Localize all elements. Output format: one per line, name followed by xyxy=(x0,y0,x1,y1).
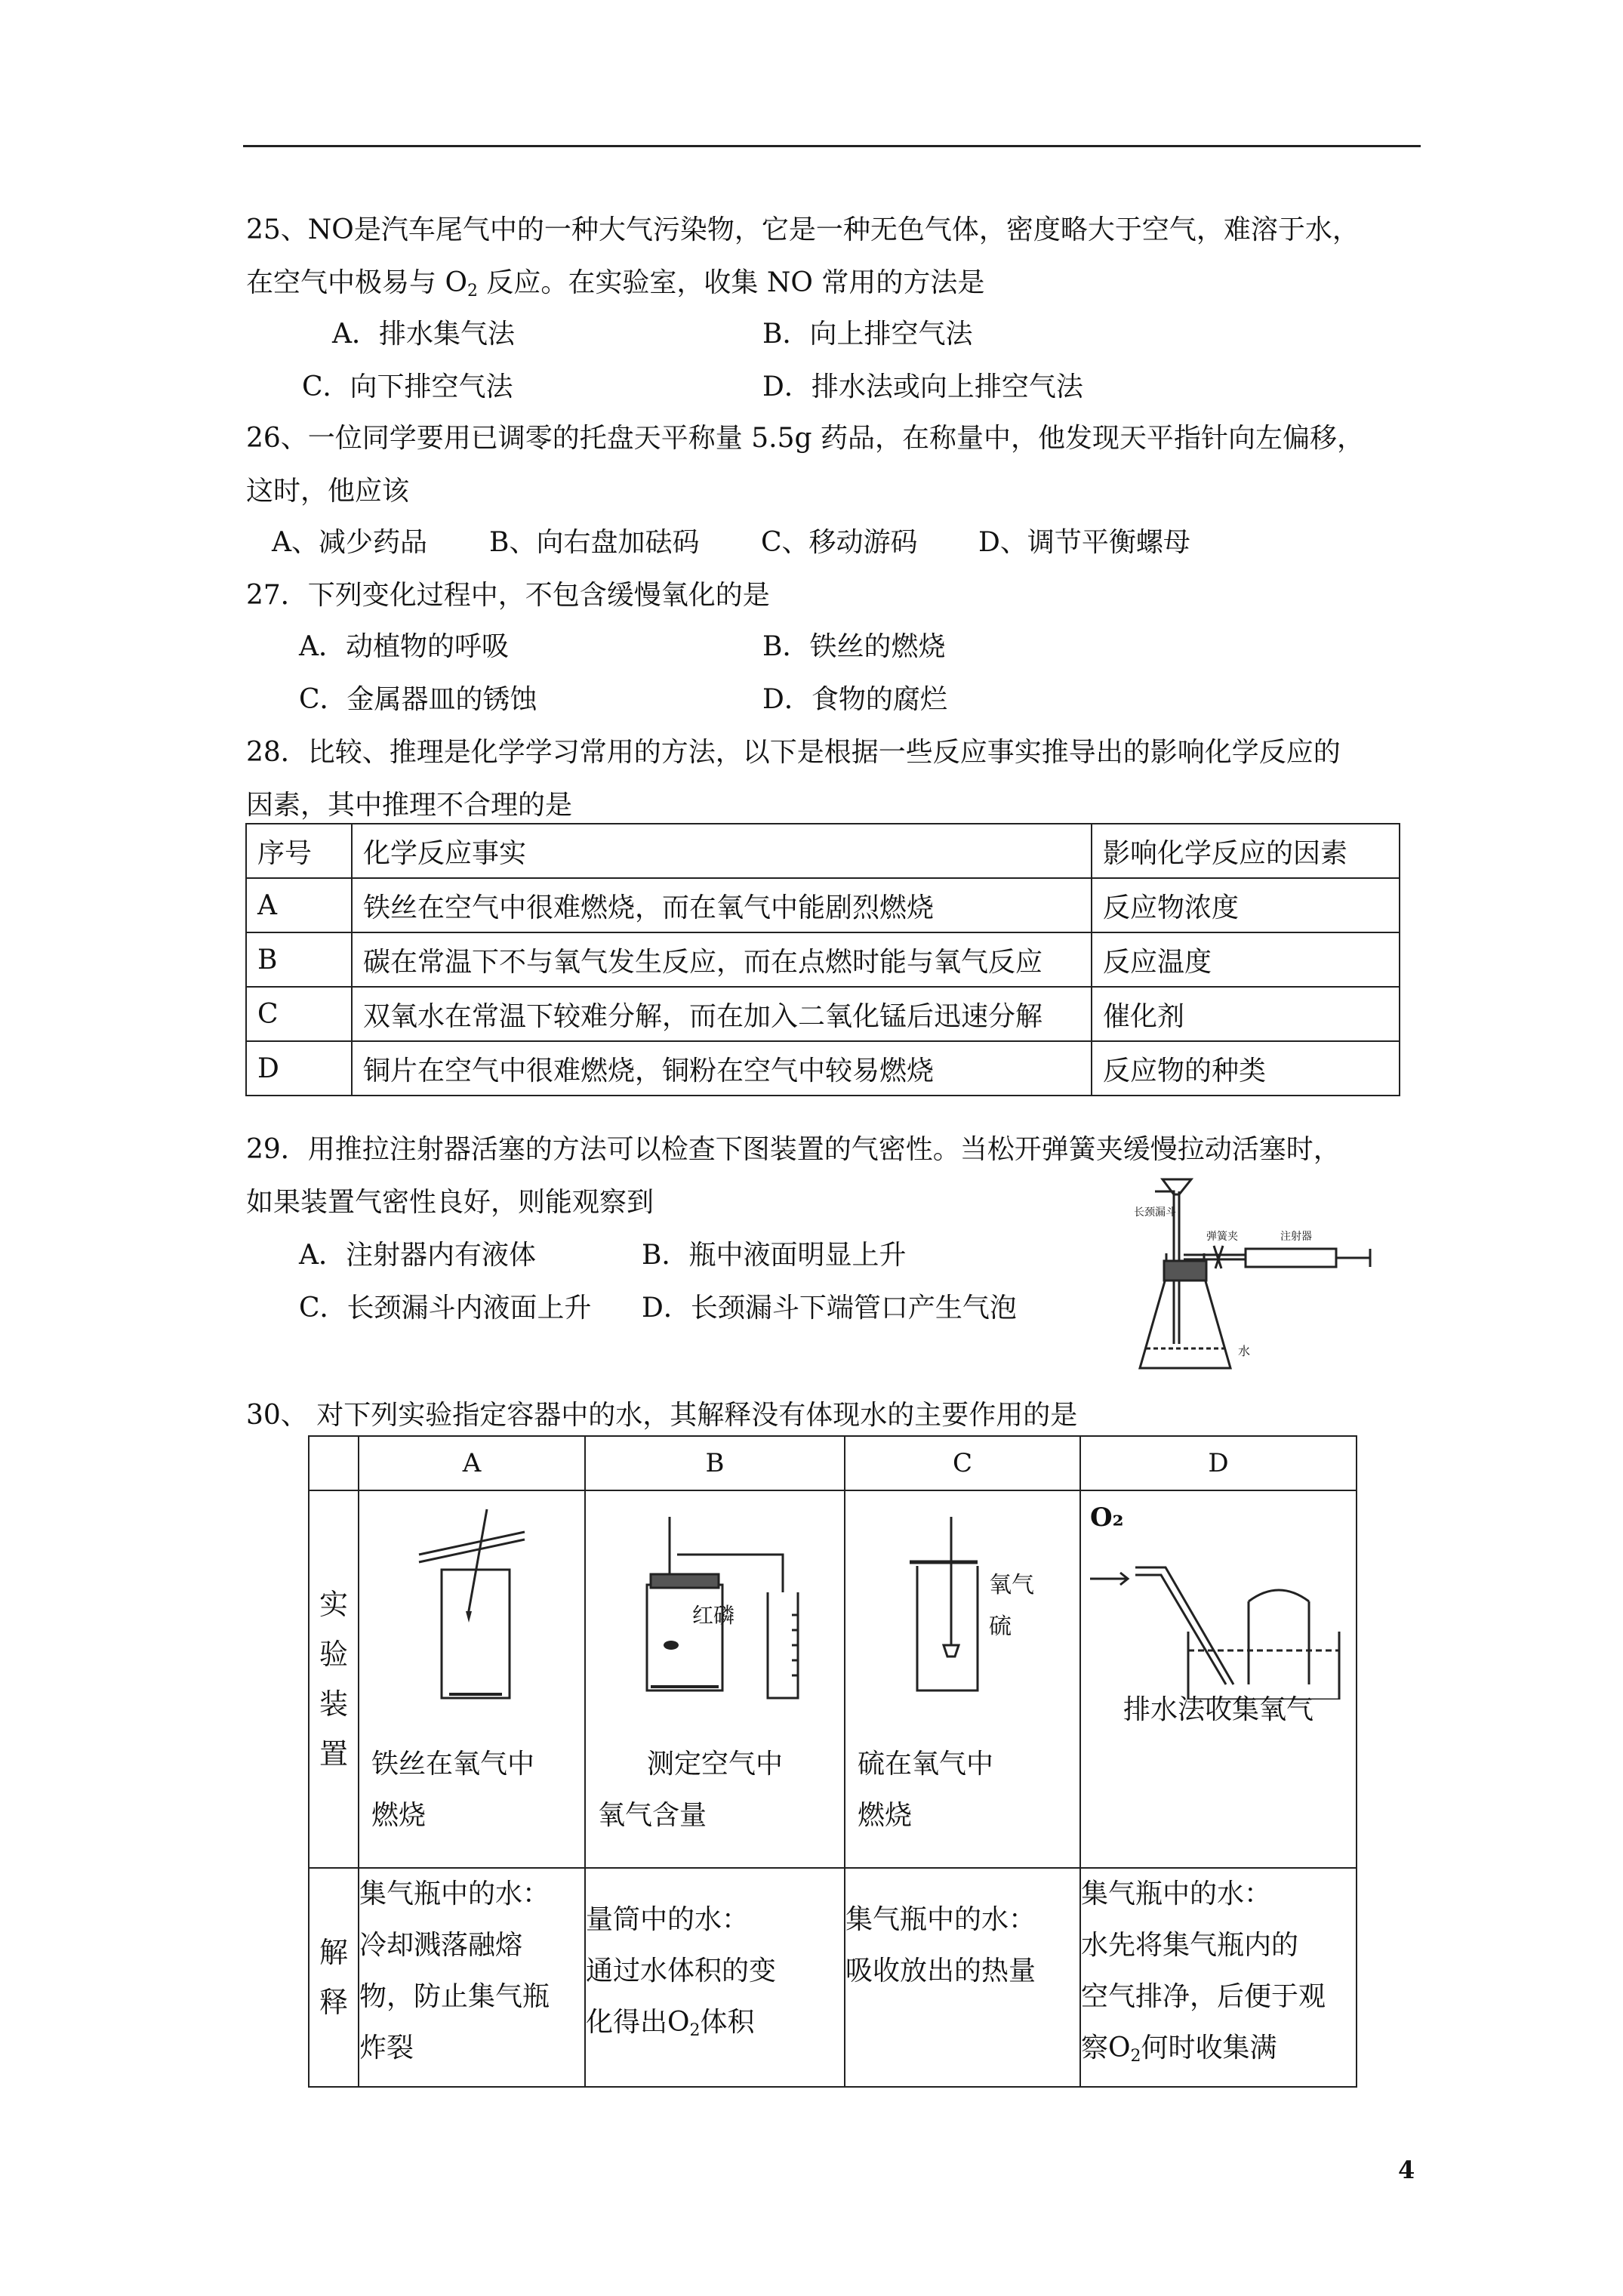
q27-option-c: C．金属器皿的锈蚀 xyxy=(299,684,537,715)
airtightness-apparatus-figure xyxy=(1132,1170,1381,1389)
table-row-explanation xyxy=(309,1868,1357,2087)
delivery-tube xyxy=(1135,1567,1233,1684)
explanation-text: 察O xyxy=(1081,2032,1131,2063)
inverted-gas-jar xyxy=(1249,1590,1309,1684)
explanation-d xyxy=(1080,1868,1357,2087)
q25-stem-line2 xyxy=(246,266,984,300)
table-cell: 铁丝在空气中很难燃烧，而在氧气中能剧烈燃烧 xyxy=(352,878,1092,932)
q25-stem-text: 反应。在实验室，收集 NO 常用的方法是 xyxy=(477,267,985,298)
explanation-line: 物，防止集气瓶 xyxy=(359,1981,550,2012)
syringe-barrel xyxy=(1246,1249,1336,1267)
table-cell: B xyxy=(246,932,352,987)
row-label-char: 解 xyxy=(319,1936,348,1969)
table-cell: 反应物浓度 xyxy=(1092,878,1400,932)
explanation-line: 集气瓶中的水： xyxy=(359,1878,550,1909)
table-cell: 反应温度 xyxy=(1092,932,1400,987)
explanation-c xyxy=(845,1868,1080,2087)
caption-a-line2: 燃烧 xyxy=(371,1800,427,1831)
iron-wire xyxy=(468,1509,487,1615)
q29-option-d: D．长颈漏斗下端管口产生气泡 xyxy=(642,1293,1017,1324)
column-header-d: D xyxy=(1080,1436,1357,1490)
row-label-char: 装 xyxy=(319,1687,348,1721)
q25-option-a: A．排水集气法 xyxy=(332,319,515,350)
q27-option-a: A．动植物的呼吸 xyxy=(299,631,509,662)
fig-label-funnel: 长颈漏斗 xyxy=(1134,1207,1176,1219)
q28-table xyxy=(245,823,1400,1096)
table-row xyxy=(246,987,1400,1041)
q25-option-d: D．排水法或向上排空气法 xyxy=(762,371,1083,402)
oxygen-content-figure xyxy=(617,1502,813,1706)
explanation-line: 量筒中的水： xyxy=(586,1904,750,1935)
gas-jar xyxy=(442,1570,510,1698)
q29-stem-line1: 29．用推拉注射器活塞的方法可以检查下图装置的气密性。当松开弹簧夹缓慢拉动活塞时， xyxy=(246,1134,1341,1165)
caption-b-line1: 测定空气中 xyxy=(646,1749,783,1780)
q29-option-a: A．注射器内有液体 xyxy=(299,1240,536,1271)
q26-option-a: A、减少药品 xyxy=(272,527,427,558)
combustion-spoon xyxy=(944,1645,959,1657)
subscript: 2 xyxy=(689,2021,701,2040)
table-row xyxy=(246,878,1400,932)
q26-stem-line2: 这时，他应该 xyxy=(246,476,410,507)
apparatus-cell-b xyxy=(585,1490,845,1868)
q28-stem-line2: 因素，其中推理不合理的是 xyxy=(246,790,573,821)
connecting-tube xyxy=(1184,1255,1246,1259)
water-displacement-figure xyxy=(1083,1496,1354,1700)
subscript: 2 xyxy=(467,282,478,300)
q30-table xyxy=(308,1435,1357,2088)
q29-option-b: B．瓶中液面明显上升 xyxy=(642,1240,907,1271)
fig-label-sulfur: 硫 xyxy=(989,1613,1012,1640)
explanation-a xyxy=(359,1868,585,2087)
apparatus-cell-d xyxy=(1080,1490,1357,1868)
caption-c-line2: 燃烧 xyxy=(858,1800,913,1831)
gas-jar xyxy=(647,1585,722,1690)
gas-jar xyxy=(917,1566,978,1690)
q29-option-c: C．长颈漏斗内液面上升 xyxy=(299,1293,592,1324)
table-cell: 催化剂 xyxy=(1092,987,1400,1041)
table-row xyxy=(246,1041,1400,1096)
column-header-b: B xyxy=(585,1436,845,1490)
q27-option-b: B．铁丝的燃烧 xyxy=(762,631,946,662)
explanation-line xyxy=(586,1997,844,2048)
fig-label-o2: O₂ xyxy=(1090,1502,1124,1533)
explanation-line: 通过水体积的变 xyxy=(586,1955,777,1986)
table-corner-cell xyxy=(309,1436,359,1490)
explanation-line: 吸收放出的热量 xyxy=(845,1955,1036,1986)
fig-label-clamp: 弹簧夹 xyxy=(1206,1231,1238,1243)
caption-b-line2: 氧气含量 xyxy=(598,1800,707,1831)
flow-arrow xyxy=(1090,1573,1128,1585)
row-label-char: 实 xyxy=(319,1588,348,1621)
table-header-cell: 化学反应事实 xyxy=(352,824,1092,878)
red-phosphorus xyxy=(664,1641,679,1650)
spring-clamp xyxy=(1214,1246,1223,1268)
glass-plate xyxy=(419,1532,525,1562)
spark xyxy=(466,1611,472,1623)
row-label-char: 释 xyxy=(319,1986,348,2019)
table-header-cell: 影响化学反应的因素 xyxy=(1092,824,1400,878)
explanation-text: 体积 xyxy=(700,2007,755,2038)
explanation-line: 集气瓶中的水： xyxy=(1081,1878,1272,1909)
explanation-line xyxy=(1081,2023,1356,2074)
page-number: 4 xyxy=(1398,2156,1415,2184)
subscript: 2 xyxy=(1130,2047,1141,2066)
q27-stem: 27．下列变化过程中，不包含缓慢氧化的是 xyxy=(246,580,770,611)
table-cell: 反应物的种类 xyxy=(1092,1041,1400,1096)
table-cell: 碳在常温下不与氧气发生反应，而在点燃时能与氧气反应 xyxy=(352,932,1092,987)
q26-option-c: C、移动游码 xyxy=(761,527,918,558)
column-header-a: A xyxy=(359,1436,585,1490)
table-header-cell: 序号 xyxy=(246,824,352,878)
explanation-line: 冷却溅落融熔 xyxy=(359,1930,523,1961)
fig-label-water: 水 xyxy=(1238,1344,1251,1358)
apparatus-cell-c xyxy=(845,1490,1080,1868)
caption-c-line1: 硫在氧气中 xyxy=(858,1749,994,1780)
q26-option-d: D、调节平衡螺母 xyxy=(978,527,1190,558)
apparatus-cell-a xyxy=(359,1490,585,1868)
row-label-char: 置 xyxy=(319,1737,348,1771)
q26-option-b: B、向右盘加砝码 xyxy=(489,527,700,558)
table-row xyxy=(246,932,1400,987)
stopper xyxy=(1164,1261,1206,1281)
table-header-row xyxy=(246,824,1400,878)
table-cell: 铜片在空气中很难燃烧，铜粉在空气中较易燃烧 xyxy=(352,1041,1092,1096)
table-cell: D xyxy=(246,1041,352,1096)
explanation-line: 空气排净，后便于观 xyxy=(1081,1981,1326,2012)
column-header-c: C xyxy=(845,1436,1080,1490)
sulfur-burning-figure xyxy=(879,1502,1046,1706)
caption-d: 排水法收集氧气 xyxy=(1123,1694,1313,1725)
q30-stem: 30、 对下列实验指定容器中的水，其解释没有体现水的主要作用的是 xyxy=(246,1400,1078,1431)
explanation-b xyxy=(585,1868,845,2087)
explanation-line: 水先将集气瓶内的 xyxy=(1081,1930,1299,1961)
caption-a-line1: 铁丝在氧气中 xyxy=(371,1749,535,1780)
q25-option-c: C．向下排空气法 xyxy=(302,371,513,402)
table-cell: C xyxy=(246,987,352,1041)
stopper xyxy=(651,1574,719,1588)
row-label-apparatus xyxy=(309,1490,359,1868)
iron-wire-burning-figure xyxy=(396,1502,547,1706)
row-label-char: 验 xyxy=(319,1638,348,1671)
explanation-line: 集气瓶中的水： xyxy=(845,1904,1036,1935)
fig-label-red-phosphorus: 红磷 xyxy=(692,1603,735,1628)
q29-stem-line2: 如果装置气密性良好，则能观察到 xyxy=(246,1187,654,1218)
q25-option-b: B．向上排空气法 xyxy=(762,319,973,350)
fig-label-syringe: 注射器 xyxy=(1280,1231,1312,1243)
explanation-text: 何时收集满 xyxy=(1141,2032,1277,2063)
explanation-line: 炸裂 xyxy=(359,2032,414,2063)
table-cell: 双氧水在常温下较难分解，而在加入二氧化锰后迅速分解 xyxy=(352,987,1092,1041)
q25-stem-line1: 25、NO是汽车尾气中的一种大气污染物，它是一种无色气体，密度略大于空气，难溶于水， xyxy=(246,214,1360,245)
q25-stem-text: 在空气中极易与 O xyxy=(246,267,467,298)
table-header-row xyxy=(309,1436,1357,1490)
row-label-explanation xyxy=(309,1868,359,2087)
fig-label-oxygen: 氧气 xyxy=(989,1572,1034,1598)
q27-option-d: D．食物的腐烂 xyxy=(762,684,947,715)
header-rule xyxy=(243,145,1421,147)
explanation-text: 化得出O xyxy=(586,2007,690,2038)
q28-stem-line1: 28．比较、推理是化学学习常用的方法，以下是根据一些反应事实推导出的影响化学反应的 xyxy=(246,737,1341,768)
q26-stem-line1: 26、一位同学要用已调零的托盘天平称量 5.5g 药品，在称量中，他发现天平指针向左偏移， xyxy=(246,423,1364,454)
table-row-apparatus xyxy=(309,1490,1357,1868)
table-cell: A xyxy=(246,878,352,932)
syringe-plunger xyxy=(1336,1249,1370,1267)
